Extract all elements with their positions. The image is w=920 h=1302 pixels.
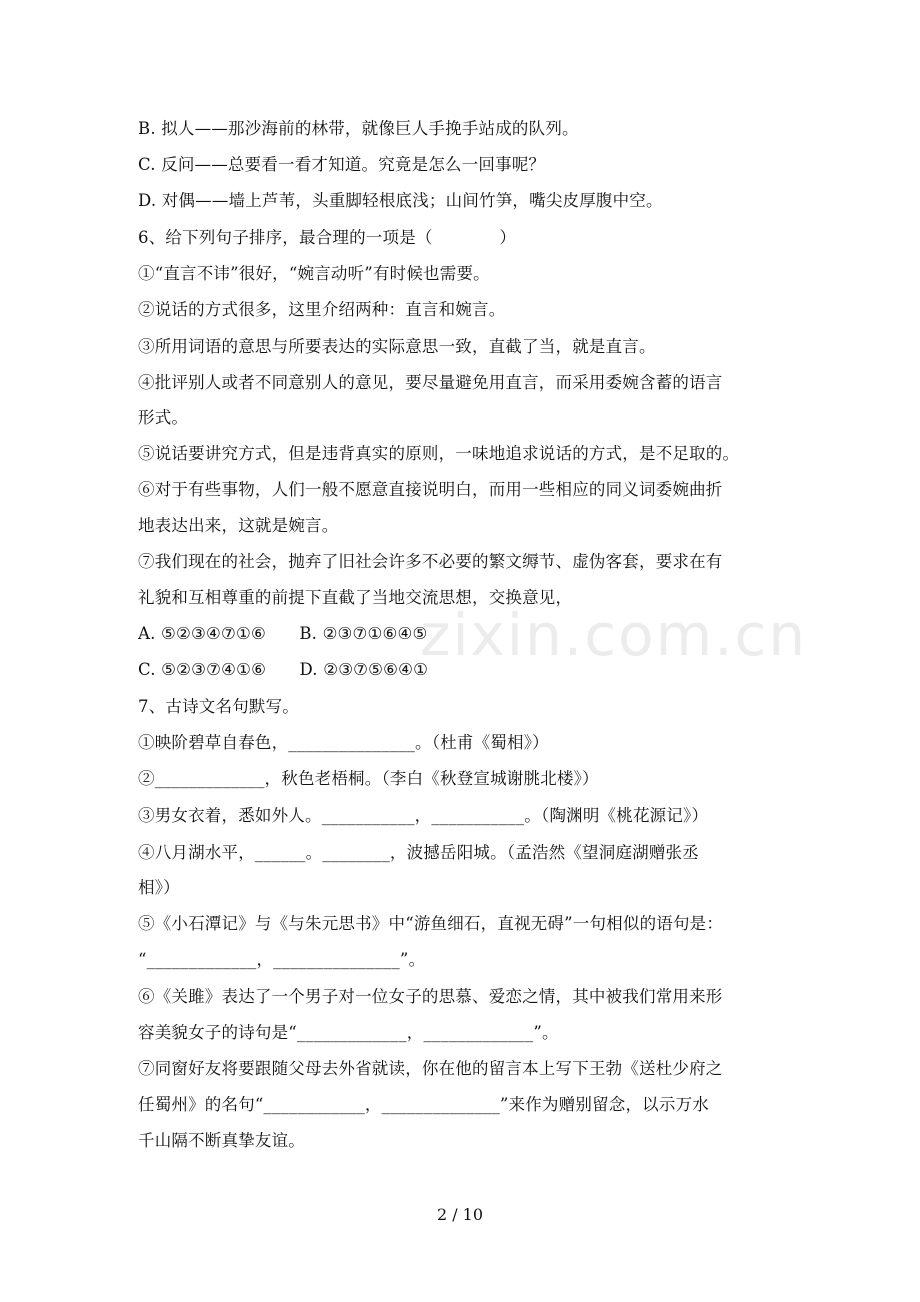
sentence-2: ②说话的方式很多，这里介绍两种：直言和婉言。 (138, 300, 506, 319)
poem-item-5: ⑤《小石潭记》与《与朱元思书》中“游鱼细石，直视无碍”一句相似的语句是： (138, 914, 724, 933)
poem-item-4-cont: 相》） (138, 878, 180, 897)
option-d-line: D. 对偶——墙上芦苇，头重脚轻根底浅；山间竹笋，嘴尖皮厚腹中空。 (138, 191, 663, 210)
option-c-line: C. 反问——总要看一看才知道。究竟是怎么一回事呢？ (138, 155, 546, 174)
sentence-6-cont: 地表达出来，这就是婉言。 (138, 516, 339, 535)
page-number: 2 / 10 (436, 1205, 484, 1224)
poem-item-3: ③男女衣着，悉如外人。___________，___________。（陶渊明《桃花源记》） (138, 806, 709, 825)
sentence-4-cont: 形式。 (138, 408, 189, 427)
watermark: zixin.com.cn (420, 601, 808, 669)
poem-item-6: ⑥《关雎》表达了一个男子对一位女子的思慕、爱恋之情，其中被我们常用来形 (138, 987, 723, 1006)
sentence-1: ①“直言不讳”很好，“婉言动听”有时候也需要。 (138, 264, 490, 283)
question-6-title: 6、给下列句子排序，最合理的一项是（ ） (138, 228, 517, 247)
sentence-5: ⑤说话要讲究方式，但是违背真实的原则，一味地追求说话的方式，是不足取的。 (138, 444, 740, 463)
option-b-line: B. 拟人——那沙海前的林带，就像巨人手挽手站成的队列。 (138, 119, 579, 138)
sentence-6: ⑥对于有些事物，人们一般不愿意直接说明白，而用一些相应的同义词委婉曲折 (138, 480, 723, 499)
poem-item-7: ⑦同窗好友将要跟随父母去外省就读，你在他的留言本上写下王勃《送杜少府之 (138, 1059, 723, 1078)
sentence-7-cont: 礼貌和互相尊重的前提下直截了当地交流思想，交换意见， (138, 588, 573, 607)
poem-item-7-cont2: 千山隔不断真挚友谊。 (138, 1131, 305, 1150)
sentence-4: ④批评别人或者不同意别人的意见，要尽量避免用直言，而采用委婉含蓄的语言 (138, 373, 723, 392)
choices-a-b: A. ⑤②③④⑦①⑥ B. ②③⑦①⑥④⑤ (138, 624, 428, 643)
sentence-3: ③所用词语的意思与所要表达的实际意思一致，直截了当，就是直言。 (138, 337, 656, 356)
sentence-7: ⑦我们现在的社会，抛弃了旧社会许多不必要的繁文缛节、虚伪客套，要求在有 (138, 552, 723, 571)
poem-item-5-cont: “_____________，_______________”。 (138, 950, 426, 969)
choices-c-d: C. ⑤②③⑦④①⑥ D. ②③⑦⑤⑥④① (138, 660, 429, 679)
poem-item-7-cont: 任蜀州》的名句“____________，______________”来作为赠别留念，以示万水 (138, 1095, 709, 1114)
poem-item-4: ④八月湖水平，______。________，波撼岳阳城。（孟浩然《望洞庭湖赠张丞 (138, 843, 699, 862)
poem-item-1: ①映阶碧草自春色，_______________。（杜甫《蜀相》） (138, 733, 549, 752)
poem-item-6-cont: 容美貌女子的诗句是“_____________，_____________”。 (138, 1023, 559, 1042)
question-7-title: 7、古诗文名句默写。 (138, 697, 299, 716)
poem-item-2: ②_____________，秋色老梧桐。（李白《秋登宣城谢朓北楼》） (138, 769, 599, 788)
